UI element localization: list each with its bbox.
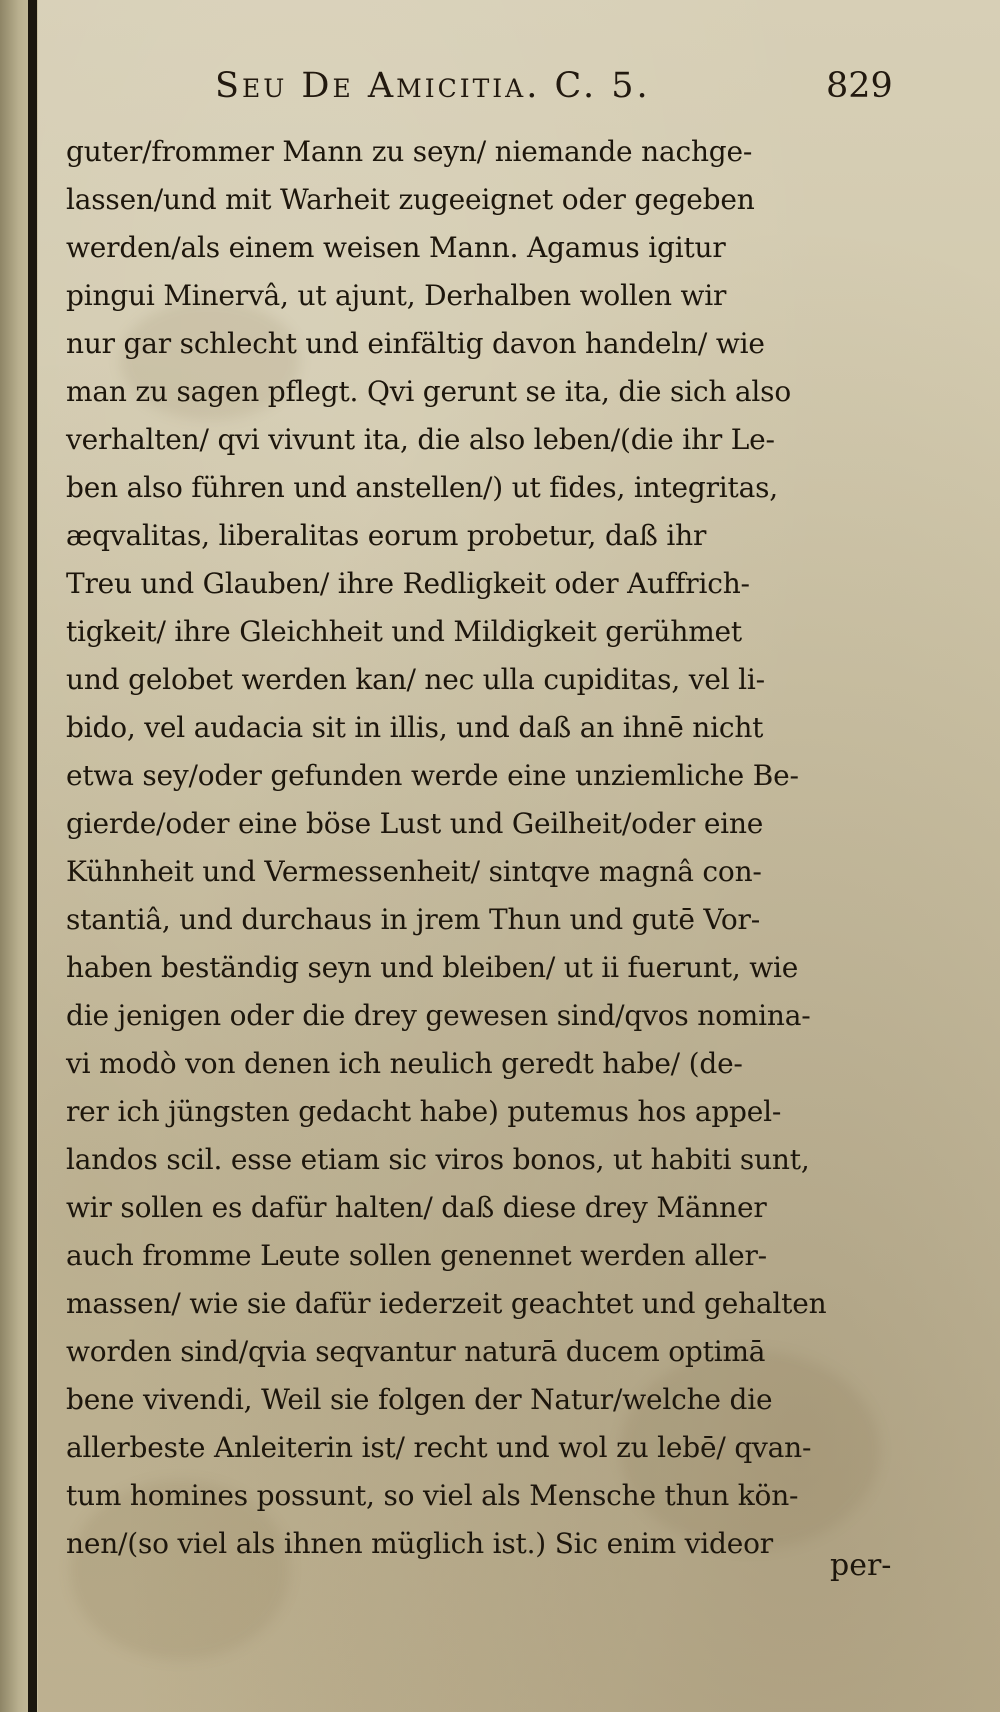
text-line: bido, vel audacia sit in illis, und daß an ihnē nicht: [66, 711, 764, 744]
text-line: werden/als einem weisen Mann. Agamus igitur: [66, 231, 726, 264]
catchword: per-: [830, 1548, 892, 1583]
text-line: ben also führen und anstellen/) ut fides, integritas,: [66, 471, 778, 504]
page-number: 829: [826, 66, 893, 106]
text-line: auch fromme Leute sollen genennet werden aller-: [66, 1239, 767, 1272]
text-line: vi modò von denen ich neulich geredt habe/ (de-: [66, 1047, 743, 1080]
text-line: Kühnheit und Vermessenheit/ sintqve magnâ con-: [66, 855, 762, 888]
text-line: wir sollen es dafür halten/ daß diese drey Männer: [66, 1191, 767, 1224]
text-line: guter/frommer Mann zu seyn/ niemande nachge-: [66, 135, 753, 168]
text-line: und gelobet werden kan/ nec ulla cupiditas, vel li-: [66, 663, 765, 696]
text-line: die jenigen oder die drey gewesen sind/qvos nomina-: [66, 999, 811, 1032]
text-line: allerbeste Anleiterin ist/ recht und wol zu lebē/ qvan-: [66, 1431, 812, 1464]
text-line: æqvalitas, liberalitas eorum probetur, daß ihr: [66, 519, 707, 552]
text-line: gierde/oder eine böse Lust und Geilheit/oder eine: [66, 807, 764, 840]
text-line: massen/ wie sie dafür iederzeit geachtet und gehalten: [66, 1287, 827, 1320]
text-line: nen/(so viel als ihnen müglich ist.) Sic enim videor: [66, 1527, 773, 1560]
text-line: landos scil. esse etiam sic viros bonos, ut habiti sunt,: [66, 1143, 810, 1176]
text-line: etwa sey/oder gefunden werde eine unziemliche Be-: [66, 759, 799, 792]
binding-shadow: [28, 0, 37, 1712]
text-line: Treu und Glauben/ ihre Redligkeit oder Auffrich-: [66, 567, 750, 600]
page-header: [0, 62, 1000, 122]
text-line: haben beständig seyn und bleiben/ ut ii fuerunt, wie: [66, 951, 799, 984]
running-head: Seu De Amicitia. C. 5.: [215, 66, 651, 106]
text-line: pingui Minervâ, ut ajunt, Derhalben wollen wir: [66, 279, 727, 312]
text-line: stantiâ, und durchaus in jrem Thun und gutē Vor-: [66, 903, 760, 936]
text-line: tum homines possunt, so viel als Mensche thun kön-: [66, 1479, 799, 1512]
text-line: worden sind/qvia seqvantur naturā ducem optimā: [66, 1335, 766, 1368]
body-text: [66, 128, 906, 1568]
text-line: nur gar schlecht und einfältig davon handeln/ wie: [66, 327, 765, 360]
text-line: lassen/und mit Warheit zugeeignet oder gegeben: [66, 183, 755, 216]
text-line: rer ich jüngsten gedacht habe) putemus hos appel-: [66, 1095, 782, 1128]
text-line: man zu sagen pflegt. Qvi gerunt se ita, die sich also: [66, 375, 791, 408]
text-line: bene vivendi, Weil sie folgen der Natur/welche die: [66, 1383, 773, 1416]
text-line: verhalten/ qvi vivunt ita, die also leben/(die ihr Le-: [66, 423, 775, 456]
text-line: tigkeit/ ihre Gleichheit und Mildigkeit gerühmet: [66, 615, 742, 648]
